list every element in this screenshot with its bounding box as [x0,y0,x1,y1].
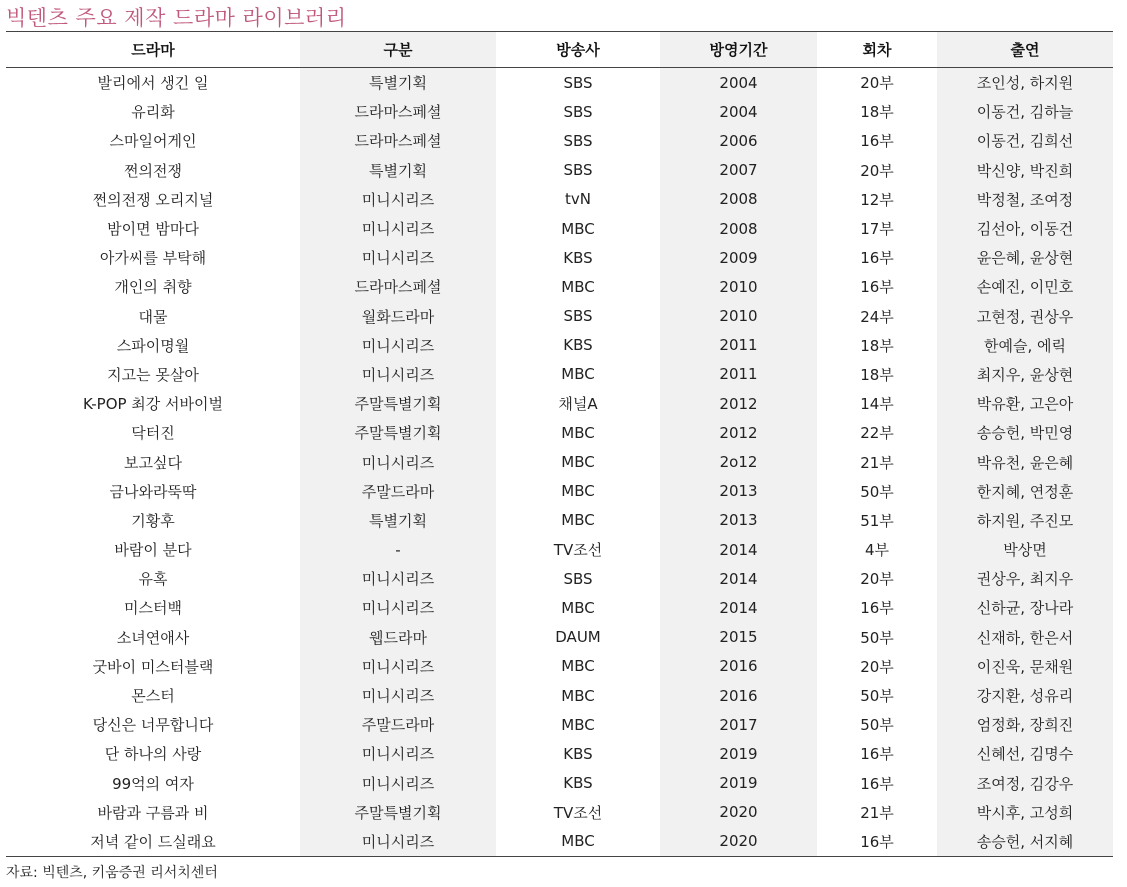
cell-cast: 박신양, 박진희 [937,156,1113,185]
cell-air-period: 2008 [660,214,817,243]
cell-drama: 유혹 [138,570,168,589]
cell-drama: 스파이명월 [116,336,190,355]
cell-broadcaster: KBS [563,744,593,763]
cell-broadcaster: MBC [561,511,595,530]
table-row [6,214,1113,243]
table-row [6,68,1113,98]
table-row [6,769,1113,798]
cell-air-period: 2016 [660,681,817,710]
cell-episodes: 20부 [860,161,894,180]
cell-cast: 박정철, 조여정 [937,185,1113,214]
cell-broadcaster: TV조선 [553,541,603,560]
cell-category: 미니시리즈 [300,331,496,360]
cell-air-period: 2013 [660,477,817,506]
table-row [6,564,1113,593]
cell-category: 미니시리즈 [300,593,496,622]
cell-cast: 박시후, 고성희 [937,798,1113,827]
cell-category: 미니시리즈 [300,564,496,593]
cell-cast: 한지혜, 연정훈 [937,477,1113,506]
cell-category: 미니시리즈 [300,827,496,857]
cell-broadcaster: MBC [496,827,660,857]
table-row [6,97,1113,126]
cell-broadcaster: MBC [561,598,595,617]
cell-episodes: 50부 [860,687,894,706]
cell-drama: 바람이 분다 [114,541,192,560]
table-row [6,156,1113,185]
table-row [6,827,1113,857]
cell-broadcaster: KBS [563,774,593,793]
cell-drama: 개인의 취향 [114,278,192,297]
cell-episodes: 16부 [860,132,894,151]
cell-broadcaster: TV조선 [553,803,603,822]
cell-episodes: 4부 [864,541,890,560]
cell-episodes: 16부 [860,774,894,793]
cell-episodes: 16부 [860,249,894,268]
cell-cast: 강지환, 성유리 [937,681,1113,710]
cell-air-period: 2014 [660,564,817,593]
table-row [6,126,1113,155]
cell-drama: 스마일어게인 [109,132,197,151]
cell-cast: 송승헌, 서지혜 [937,827,1113,857]
cell-broadcaster: SBS [563,102,593,121]
cell-category: 미니시리즈 [300,652,496,681]
cell-category: - [300,535,496,564]
cell-drama: 유리화 [131,103,175,122]
cell-broadcaster: SBS [563,307,593,326]
cell-category: 주말드라마 [300,710,496,739]
cell-cast: 신하균, 장나라 [937,593,1113,622]
cell-broadcaster: MBC [561,453,595,472]
table-row [6,243,1113,272]
cell-air-period: 2012 [660,389,817,418]
page-title: 빅텐츠 주요 제작 드라마 라이브러리 [6,6,347,30]
cell-cast: 조인성, 하지원 [937,68,1113,98]
table-row [6,593,1113,622]
cell-category: 주말드라마 [300,477,496,506]
cell-broadcaster: MBC [561,277,595,296]
cell-air-period: 2016 [660,652,817,681]
cell-episodes: 20부 [860,74,894,93]
table-row [6,272,1113,301]
table-row [6,798,1113,827]
cell-cast: 엄정화, 장희진 [937,710,1113,739]
cell-episodes: 22부 [860,424,894,443]
cell-episodes: 24부 [860,307,894,326]
cell-cast: 신재하, 한은서 [937,623,1113,652]
cell-drama: 밤이면 밤마다 [107,220,199,239]
cell-broadcaster: MBC [561,423,595,442]
cell-air-period: 2o12 [660,447,817,476]
cell-drama: 쩐의전쟁 [124,161,182,180]
header-cast: 출연 [937,32,1113,68]
cell-cast: 이진욱, 문채원 [937,652,1113,681]
cell-cast: 조여정, 김강우 [937,769,1113,798]
cell-category: 미니시리즈 [300,739,496,768]
table-row [6,331,1113,360]
cell-broadcaster: MBC [561,482,595,501]
cell-broadcaster: MBC [561,219,595,238]
cell-cast: 고현정, 권상우 [937,302,1113,331]
cell-drama: 몬스터 [131,687,175,706]
cell-air-period: 2015 [660,623,817,652]
cell-broadcaster: tvN [565,190,591,209]
cell-drama: K-POP 최강 서바이벌 [82,395,224,414]
cell-category: 주말특별기획 [300,798,496,827]
cell-category: 드라마스페셜 [300,97,496,126]
table-row [6,477,1113,506]
cell-air-period: 2004 [660,97,817,126]
cell-air-period: 2010 [660,272,817,301]
drama-library-table [6,31,1113,857]
cell-drama: 발리에서 생긴 일 [97,74,209,93]
cell-cast: 한예슬, 에릭 [937,331,1113,360]
cell-broadcaster: DAUM [555,628,601,647]
cell-cast: 최지우, 윤상현 [937,360,1113,389]
cell-air-period: 2014 [660,535,817,564]
cell-category: 특별기획 [300,156,496,185]
table-row [6,739,1113,768]
cell-drama: 굿바이 미스터블랙 [92,657,214,676]
cell-air-period: 2006 [660,126,817,155]
table-row [6,623,1113,652]
cell-cast: 신혜선, 김명수 [937,739,1113,768]
header-air-period: 방영기간 [660,32,817,68]
cell-cast: 박상면 [937,535,1113,564]
cell-air-period: 2008 [660,185,817,214]
header-broadcaster: 방송사 [496,32,660,68]
cell-category: 미니시리즈 [300,447,496,476]
table-row [6,535,1113,564]
cell-category: 주말특별기획 [300,418,496,447]
cell-drama: 단 하나의 사랑 [104,745,202,764]
cell-cast: 박유천, 윤은혜 [937,447,1113,476]
header-category: 구분 [300,32,496,68]
cell-episodes: 51부 [860,511,894,530]
source-note: 자료: 빅텐츠, 키움증권 리서치센터 [6,865,218,881]
cell-broadcaster: SBS [563,73,593,92]
cell-category: 특별기획 [300,68,496,98]
cell-drama: 저녁 같이 드실래요 [6,827,300,857]
cell-broadcaster: MBC [561,715,595,734]
cell-drama: 기황후 [131,511,175,530]
cell-drama: 지고는 못살아 [107,365,199,384]
cell-air-period: 2007 [660,156,817,185]
cell-broadcaster: MBC [561,365,595,384]
cell-category: 미니시리즈 [300,185,496,214]
cell-air-period: 2020 [660,798,817,827]
cell-broadcaster: 채널A [558,395,598,414]
header-episodes: 회차 [817,32,937,68]
cell-episodes: 16부 [817,827,937,857]
cell-broadcaster: MBC [561,657,595,676]
cell-air-period: 2010 [660,302,817,331]
cell-category: 월화드라마 [300,302,496,331]
cell-category: 웹드라마 [300,623,496,652]
cell-cast: 권상우, 최지우 [937,564,1113,593]
cell-air-period: 2017 [660,710,817,739]
cell-category: 미니시리즈 [300,243,496,272]
header-drama: 드라마 [6,32,300,68]
table-row [6,447,1113,476]
cell-drama: 대물 [138,307,168,326]
cell-cast: 손예진, 이민호 [937,272,1113,301]
cell-episodes: 20부 [860,570,894,589]
table-row [6,710,1113,739]
cell-category: 미니시리즈 [300,769,496,798]
cell-episodes: 18부 [860,103,894,122]
table-row [6,389,1113,418]
cell-category: 미니시리즈 [300,681,496,710]
cell-drama: 미스터백 [124,599,182,618]
cell-episodes: 18부 [860,336,894,355]
cell-air-period: 2012 [660,418,817,447]
cell-drama: 99억의 여자 [112,774,194,793]
table-body [6,68,1113,857]
cell-episodes: 16부 [860,599,894,618]
cell-category: 주말특별기획 [300,389,496,418]
cell-air-period: 2004 [660,68,817,98]
cell-episodes: 50부 [860,482,894,501]
cell-cast: 윤은혜, 윤상현 [937,243,1113,272]
cell-episodes: 17부 [860,220,894,239]
cell-broadcaster: SBS [563,569,593,588]
cell-drama: 소녀연애사 [116,628,190,647]
table-row [6,185,1113,214]
table-row [6,302,1113,331]
cell-drama: 보고싶다 [124,453,182,472]
cell-air-period: 2009 [660,243,817,272]
cell-cast: 송승헌, 박민영 [937,418,1113,447]
cell-episodes: 12부 [860,190,894,209]
cell-episodes: 50부 [860,716,894,735]
cell-drama: 닥터진 [131,424,175,443]
table-row [6,652,1113,681]
cell-broadcaster: SBS [563,131,593,150]
cell-air-period: 2019 [660,769,817,798]
cell-cast: 박유환, 고은아 [937,389,1113,418]
table-header-row [6,32,1113,68]
cell-category: 특별기획 [300,506,496,535]
cell-air-period: 2019 [660,739,817,768]
cell-drama: 바람과 구름과 비 [97,803,209,822]
cell-broadcaster: SBS [563,161,593,180]
cell-episodes: 21부 [860,803,894,822]
cell-air-period: 2011 [660,360,817,389]
cell-episodes: 18부 [860,365,894,384]
cell-cast: 이동건, 김하늘 [937,97,1113,126]
cell-cast: 김선아, 이동건 [937,214,1113,243]
cell-episodes: 21부 [860,453,894,472]
cell-cast: 하지원, 주진모 [937,506,1113,535]
cell-category: 미니시리즈 [300,214,496,243]
cell-air-period: 2014 [660,593,817,622]
cell-episodes: 16부 [860,278,894,297]
cell-air-period: 2011 [660,331,817,360]
cell-drama: 당신은 너무합니다 [92,716,214,735]
table-row [6,681,1113,710]
cell-cast: 이동건, 김희선 [937,126,1113,155]
cell-broadcaster: KBS [563,336,593,355]
cell-episodes: 20부 [860,657,894,676]
cell-air-period: 2020 [660,827,817,857]
table-row [6,360,1113,389]
cell-category: 드라마스페셜 [300,126,496,155]
cell-broadcaster: MBC [561,686,595,705]
cell-drama: 쩐의전쟁 오리지널 [92,190,214,209]
cell-broadcaster: KBS [563,248,593,267]
cell-category: 미니시리즈 [300,360,496,389]
cell-air-period: 2013 [660,506,817,535]
cell-drama: 금나와라뚝딱 [109,482,197,501]
cell-drama: 아가씨를 부탁해 [99,249,207,268]
cell-episodes: 14부 [860,395,894,414]
cell-category: 드라마스페셜 [300,272,496,301]
cell-episodes: 50부 [860,628,894,647]
cell-episodes: 16부 [860,745,894,764]
table-row [6,506,1113,535]
table-row [6,418,1113,447]
